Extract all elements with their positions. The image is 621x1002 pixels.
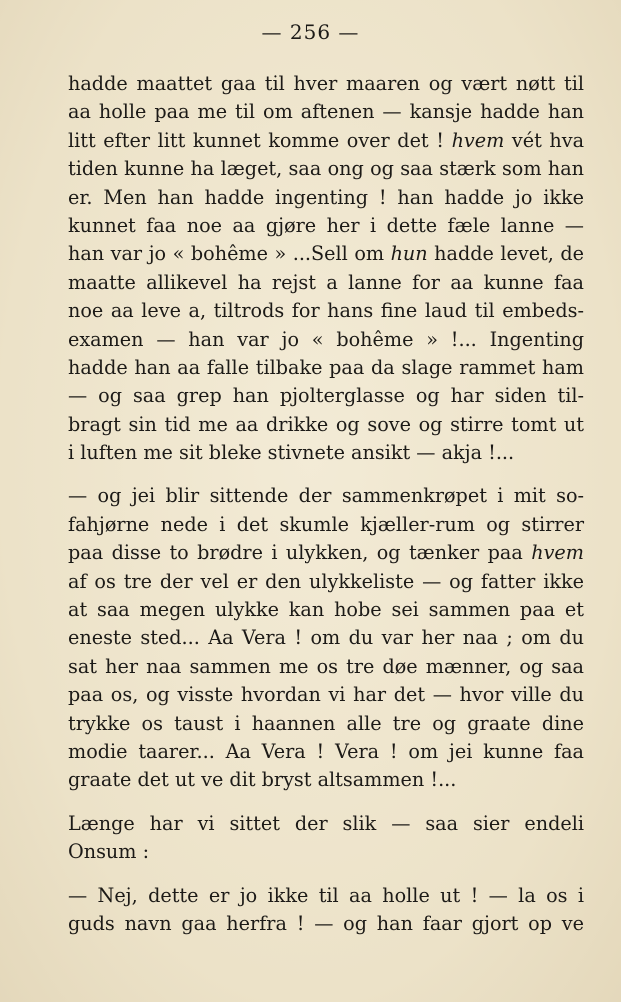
paragraph-gap <box>68 467 584 482</box>
text-line: paa disse to brødre i ulykken, og tænker paa hvem <box>68 541 584 565</box>
text-line: af os tre der vel er den ulykkeliste — og fatter ikke <box>68 569 584 593</box>
paragraph <box>68 70 584 467</box>
text-line: — Nej, dette er jo ikke til aa holle ut ! — la os i <box>68 883 584 907</box>
paragraph <box>68 810 584 867</box>
text-line: noe aa leve a, tiltrods for hans fine laud til embeds- <box>68 299 584 323</box>
page-number: — 256 — <box>261 20 360 44</box>
text-line: maatte allikevel ha rejst a lanne for aa kunne faa <box>68 270 584 294</box>
paragraph <box>68 882 584 939</box>
text-line: Længe har vi sittet der slik — saa sier endeli <box>68 811 584 835</box>
text-line: — og jei blir sittende der sammenkrøpet i mit so- <box>68 484 584 508</box>
text-line: tiden kunne ha læget, saa ong og saa stærk som han <box>68 157 584 181</box>
paragraph-gap <box>68 867 584 882</box>
paragraph <box>68 482 584 794</box>
text-line: paa os, og visste hvordan vi har det — hvor ville du <box>68 683 584 707</box>
text-line: guds navn gaa herfra ! — og han faar gjort op ve <box>68 911 584 935</box>
text-line: Onsum : <box>68 840 150 864</box>
text-line: han var jo « bohême » ...Sell om hun hadde levet, de <box>68 242 584 266</box>
text-line: kunnet faa noe aa gjøre her i dette fæle lanne — <box>68 213 584 237</box>
text-line: trykke os taust i haannen alle tre og graate dine <box>68 711 584 735</box>
text-line: fahjørne nede i det skumle kjæller-rum og stirrer <box>68 512 584 536</box>
text-line: bragt sin tid me aa drikke og sove og stirre tomt ut <box>68 412 584 436</box>
text-line: at saa megen ulykke kan hobe sei sammen paa et <box>68 598 584 622</box>
paragraph-gap <box>68 795 584 810</box>
text-line: eneste sted... Aa Vera ! om du var her naa ; om du <box>68 626 584 650</box>
text-line: hadde maattet gaa til hver maaren og vært nøtt til <box>68 72 584 95</box>
text-line: sat her naa sammen me os tre døe mænner, og saa <box>68 654 584 678</box>
text-line: — og saa grep han pjolterglasse og har siden til- <box>68 384 584 408</box>
text-line: modie taarer... Aa Vera ! Vera ! om jei kunne faa <box>68 739 584 763</box>
text-line: aa holle paa me til om aftenen — kansje hadde han <box>68 100 584 124</box>
text-line: examen — han var jo « bohême » !... Ingenting <box>68 327 584 351</box>
text-line: hadde han aa falle tilbake paa da slage rammet ham <box>68 355 584 379</box>
text-line: i luften me sit bleke stivnete ansikt — akja !... <box>68 441 515 465</box>
text-line: er. Men han hadde ingenting ! han hadde jo ikke <box>68 185 584 209</box>
text-line: litt efter litt kunnet komme over det ! hvem vét hva <box>68 128 585 152</box>
text-body <box>68 70 584 938</box>
text-line: graate det ut ve dit bryst altsammen !... <box>68 768 457 792</box>
